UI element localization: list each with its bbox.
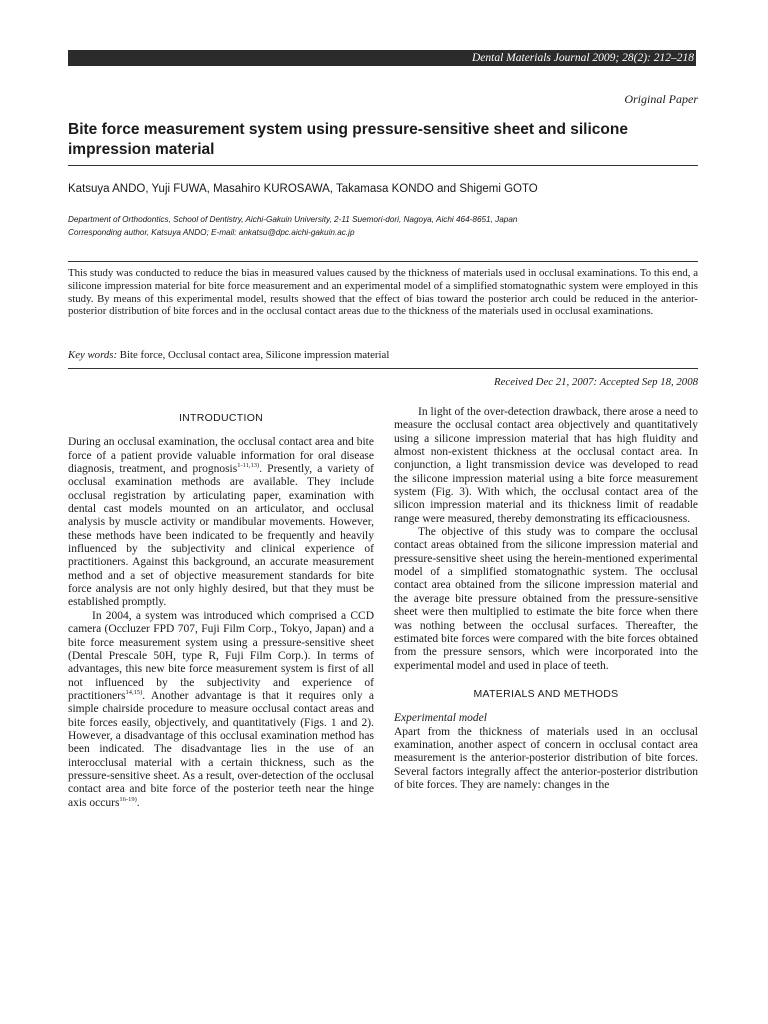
title-divider — [68, 165, 698, 166]
experimental-model-heading: Experimental model — [394, 712, 487, 725]
corresponding-author: Corresponding author, Katsuya ANDO; E-mail: ankatsu@dpc.aichi-gakuin.ac.jp — [68, 228, 355, 237]
right-column — [394, 406, 698, 792]
received-dates: Received Dec 21, 2007: Accepted Sep 18, 2008 — [494, 376, 698, 388]
abstract: This study was conducted to reduce the bias in measured values caused by the thickness of materials used in occlusal examinations. To this end, a silicone impression material for bite force measurement and an experimental model of a simplified stomatognathic system were employed in this study. By means of this experimental model, results showed that the effect of bias toward the posterior arch could be reduced in the anterior-posterior distribution of bite forces and in the occlusal contact areas due to the thickness of the materials used in occlusal examinations. — [68, 267, 698, 318]
paper-type-label: Original Paper — [624, 92, 698, 106]
citation-ref[interactable]: 14,15) — [125, 689, 143, 697]
intro-paragraph-1: During an occlusal examination, the occlusal contact area and bite force of a patient provide valuable information for oral disease diagnosis, treatment, and prognosis$^{1-11,13)}$. Presently, a variety of occlusal examination methods are available. They include occlusal registration by articulating paper, examination with dental cast models mounted on an articulator, and occlusal analysis by muscle activity or mandibular movements. However, these methods have been indicated to be frequently and heavily influenced by the subjectivity and clinical experience of practitioners. Against this background, an accurate measurement method and a set of objective measurement standards for bite force analysis are not only highly desired, but that they must be established promptly. — [68, 436, 374, 609]
methods-heading: MATERIALS AND METHODS — [473, 687, 619, 700]
citation-ref[interactable]: 1-11,13) — [237, 462, 260, 470]
left-column — [68, 406, 374, 810]
author-list: Katsuya ANDO, Yuji FUWA, Masahiro KUROSAWA, Takamasa KONDO and Shigemi GOTO — [68, 183, 538, 195]
intro-paragraph-2: In 2004, a system was introduced which comprised a CCD camera (Occluzer FPD 707, Fuji Film Corp., Tokyo, Japan) and a bite force measurement system using a pressure-sensitive sheet (Dental Prescale 50H, type R, Fuji Film Corp.). In terms of advantages, this new bite force measurement system is first of all not influenced by the subjectivity and experience of practitioners$^{14,15)}$. Another advantage is that it requires only a simple chairside procedure to measure occlusal contact areas and bite forces easily, objectively, and quantitatively (Figs. 1 and 2). However, a disadvantage of this occlusal examination method has been indicated. The disadvantage lies in the use of an interocclusal material with a certain thickness, such as the pressure-sensitive sheet. As a result, over-detection of the occlusal contact area and bite force of the posterior teeth near the hinge axis occurs$^{16-19)}$. — [68, 609, 374, 809]
keywords-values: Bite force, Occlusal contact area, Silicone impression material — [119, 349, 390, 361]
article-title: Bite force measurement system using pressure-sensitive sheet and silicone impression material — [68, 121, 628, 158]
keywords-label: Key words: — [68, 349, 118, 361]
abstract-top-divider — [68, 261, 698, 262]
intro-paragraph-3: In light of the over-detection drawback, there arose a need to measure the occlusal contact area objectively and quantitatively using a silicone impression material that has high fluidity and almost non-existent thickness at the occlusal contact area. In conjunction, a light transmission device was developed to read the silicone impression material using a bite force measurement system (Fig. 3). With which, the occlusal contact area of the silicon impression material and its thickness limit of readable range were measured, thereby demonstrating its efficaciousness. — [394, 406, 698, 525]
intro-paragraph-4: The objective of this study was to compare the occlusal contact areas obtained from the silicone impression material and pressure-sensitive sheet using the herein-mentioned experimental model of a simplified stomatognathic system. The occlusal contact area obtained from the silicone impression material and the average bite pressure obtained from the pressure-sensitive sheet were then multiplied to estimate the bite force when there was nothing between the occlusal surfaces. Thereafter, the estimated bite forces were compared with the bite forces obtained from the pressure sensors, which were incorporated into the experimental model and used in place of teeth. — [394, 526, 698, 672]
affiliation-block — [68, 213, 698, 239]
abstract-bottom-divider — [68, 368, 698, 369]
citation-ref[interactable]: 16-19) — [119, 795, 137, 803]
keywords-line — [68, 349, 389, 361]
journal-citation-bar — [68, 50, 696, 66]
affiliation: Department of Orthodontics, School of Dentistry, Aichi-Gakuin University, 2-11 Suemori-dori, Nagoya, Aichi 464-8651, Japan — [68, 215, 518, 224]
journal-citation: Dental Materials Journal 2009; 28(2): 212–218 — [472, 52, 694, 64]
methods-paragraph-1: Apart from the thickness of materials used in an occlusal examination, another aspect of concern in occlusal contact area measurement is the anterior-posterior distribution of bite forces. Several factors integrally affect the anterior-posterior distribution of bite forces. They are namely: changes in the — [394, 725, 698, 791]
introduction-heading: INTRODUCTION — [178, 412, 264, 424]
